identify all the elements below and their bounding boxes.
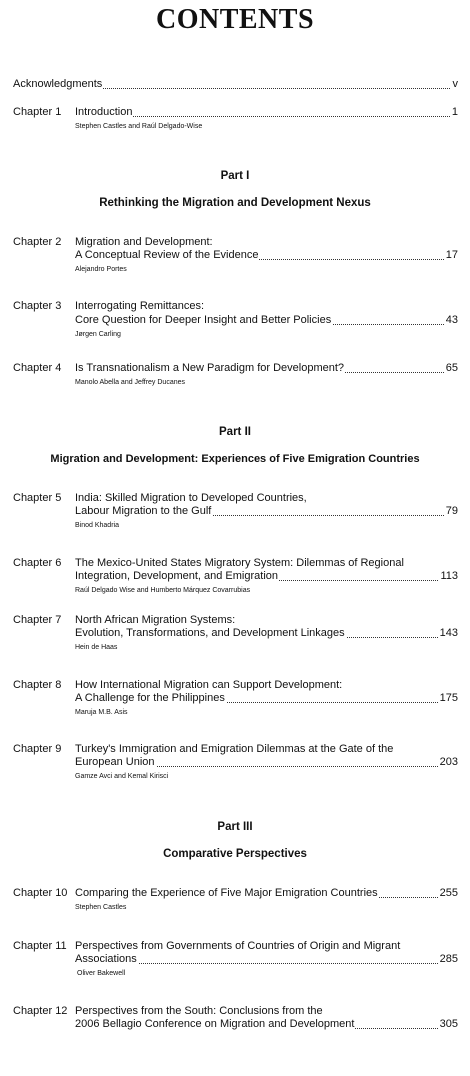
chapter-authors: Raúl Delgado Wise and Humberto Márquez Covarrubias <box>75 587 251 594</box>
part-title: Migration and Development: Experiences of Five Emigration Countries <box>50 453 420 465</box>
chapter-authors: Jørgen Carling <box>75 331 121 338</box>
chapter-authors: Maruja M.B. Asis <box>75 709 128 716</box>
toc-entry-chapter-3[interactable] <box>75 314 458 327</box>
chapter-label: Chapter 3 <box>13 300 62 312</box>
toc-entry-chapter-6[interactable] <box>75 570 458 583</box>
toc-entry-chapter-7[interactable] <box>75 627 458 640</box>
toc-entry-chapter-1[interactable] <box>75 106 458 119</box>
entry-title: Is Transnationalism a New Paradigm for Development? <box>75 362 345 374</box>
entry-page: 43 <box>445 314 458 326</box>
entry-title-line-2: Evolution, Transformations, and Development Linkages <box>75 627 345 639</box>
part-label: Part III <box>217 821 253 833</box>
chapter-label: Chapter 2 <box>13 236 62 248</box>
entry-page: 305 <box>439 1018 458 1030</box>
chapter-label: Chapter 1 <box>13 106 62 118</box>
chapter-label: Chapter 5 <box>13 492 62 504</box>
chapter-label: Chapter 7 <box>13 614 62 626</box>
entry-page: 17 <box>445 249 458 261</box>
entry-page: 1 <box>451 106 458 118</box>
chapter-authors: Stephen Castles <box>75 904 127 911</box>
entry-page: 175 <box>439 692 458 704</box>
entry-page: 203 <box>439 756 458 768</box>
entry-title-line-1: Perspectives from the South: Conclusions from the <box>75 1005 323 1017</box>
chapter-authors: Oliver Bakewell <box>77 970 126 977</box>
entry-title-line-1: Migration and Development: <box>75 236 213 248</box>
entry-title-line-2: Labour Migration to the Gulf <box>75 505 212 517</box>
chapter-label: Chapter 12 <box>13 1005 68 1017</box>
chapter-authors: Alejandro Portes <box>75 266 127 273</box>
entry-page: 285 <box>439 953 458 965</box>
entry-title-line-1: Turkey's Immigration and Emigration Dilemmas at the Gate of the <box>75 743 394 755</box>
entry-page: 113 <box>440 570 458 582</box>
entry-title-line-2: A Challenge for the Philippines <box>75 692 225 704</box>
entry-title-line-2: Associations <box>75 953 137 965</box>
chapter-label: Chapter 4 <box>13 362 62 374</box>
toc-entry-chapter-8[interactable] <box>75 692 458 705</box>
entry-title-line-2: European Union <box>75 756 155 768</box>
chapter-label: Chapter 10 <box>13 887 68 899</box>
toc-entry-chapter-9[interactable] <box>75 756 458 769</box>
chapter-authors: Hein de Haas <box>75 644 118 651</box>
toc-entry-chapter-5[interactable] <box>75 505 458 518</box>
part-title: Rethinking the Migration and Development Nexus <box>99 197 371 209</box>
entry-title-line-1: North African Migration Systems: <box>75 614 236 626</box>
entry-title: Introduction <box>75 106 133 118</box>
entry-title: Acknowledgments <box>13 78 103 90</box>
entry-page: v <box>452 78 458 90</box>
entry-title-line-2: Integration, Development, and Emigration <box>75 570 279 582</box>
part-title: Comparative Perspectives <box>163 848 307 860</box>
chapter-authors: Manolo Abella and Jeffrey Ducanes <box>75 379 185 386</box>
chapter-label: Chapter 6 <box>13 557 62 569</box>
toc-entry-chapter-2[interactable] <box>75 249 458 262</box>
chapter-label: Chapter 8 <box>13 679 62 691</box>
toc-entry-chapter-11[interactable] <box>75 953 458 966</box>
entry-title-line-1: Perspectives from Governments of Countries of Origin and Migrant <box>75 940 401 952</box>
page-title: CONTENTS <box>155 4 315 35</box>
chapter-label: Chapter 11 <box>13 940 67 952</box>
chapter-authors: Binod Khadria <box>75 522 119 529</box>
chapter-label: Chapter 9 <box>13 743 62 755</box>
entry-title-line-2: 2006 Bellagio Conference on Migration and Development <box>75 1018 355 1030</box>
entry-title: Comparing the Experience of Five Major Emigration Countries <box>75 887 378 899</box>
entry-page: 255 <box>439 887 458 899</box>
entry-page: 65 <box>445 362 458 374</box>
part-label: Part II <box>219 426 251 438</box>
entry-title-line-1: India: Skilled Migration to Developed Countries, <box>75 492 307 504</box>
toc-entry-chapter-12[interactable] <box>75 1018 458 1031</box>
entry-title-line-1: How International Migration can Support Development: <box>75 679 343 691</box>
toc-entry-acknowledgments[interactable] <box>13 78 458 91</box>
entry-title-line-1: Interrogating Remittances: <box>75 300 205 312</box>
entry-title-line-2: Core Question for Deeper Insight and Better Policies <box>75 314 332 326</box>
chapter-authors: Gamze Avci and Kemal Kirisci <box>75 773 169 780</box>
toc-entry-chapter-10[interactable] <box>75 887 458 900</box>
entry-page: 143 <box>439 627 458 639</box>
entry-title-line-1: The Mexico-United States Migratory System: Dilemmas of Regional <box>75 557 404 569</box>
part-label: Part I <box>220 170 250 182</box>
chapter-authors: Stephen Castles and Raúl Delgado-Wise <box>75 123 203 130</box>
toc-entry-chapter-4[interactable] <box>75 362 458 375</box>
entry-page: 79 <box>445 505 458 517</box>
entry-title-line-2: A Conceptual Review of the Evidence <box>75 249 259 261</box>
